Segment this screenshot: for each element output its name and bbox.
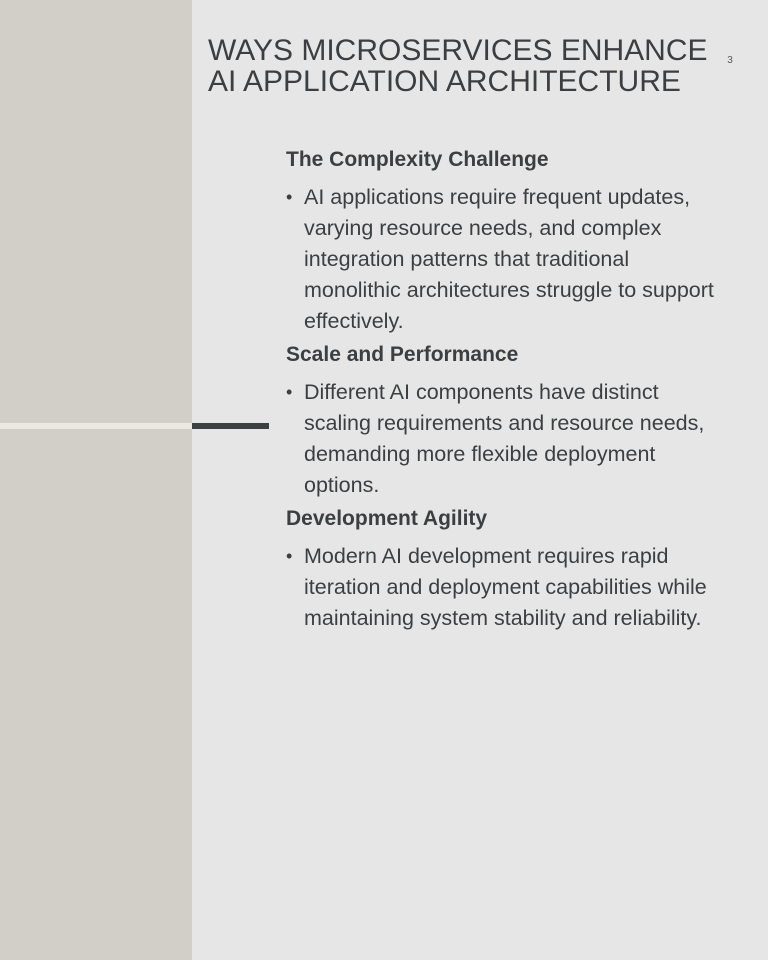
bullet-text: AI applications require frequent updates, varying resource needs, and complex integration patterns that traditional monolithic architectures struggle to support effectively. xyxy=(304,185,714,333)
bullet-item xyxy=(286,182,726,337)
bullet-item xyxy=(286,377,726,501)
slide-number: 3 xyxy=(727,55,733,66)
section-scale-performance xyxy=(286,341,726,501)
section-development-agility xyxy=(286,505,726,634)
divider-accent xyxy=(192,423,269,429)
bullet-text: Modern AI development requires rapid iteration and deployment capabilities while maintaining system stability and reliability. xyxy=(304,544,707,630)
slide-content xyxy=(286,146,726,638)
section-heading: Development Agility xyxy=(286,507,488,530)
bullet-dot-icon: • xyxy=(286,187,293,207)
bullet-dot-icon: • xyxy=(286,546,293,566)
divider-light xyxy=(0,423,192,429)
bullet-text: Different AI components have distinct scaling requirements and resource needs, demanding more flexible deployment options. xyxy=(304,380,705,497)
slide-title: WAYS MICROSERVICES ENHANCE AI APPLICATION ARCHITECTURE xyxy=(208,34,708,98)
section-complexity-challenge xyxy=(286,146,726,337)
left-panel xyxy=(0,0,192,960)
bullet-dot-icon: • xyxy=(286,382,293,402)
section-heading: Scale and Performance xyxy=(286,343,519,366)
bullet-item xyxy=(286,541,726,634)
section-heading: The Complexity Challenge xyxy=(286,148,549,171)
